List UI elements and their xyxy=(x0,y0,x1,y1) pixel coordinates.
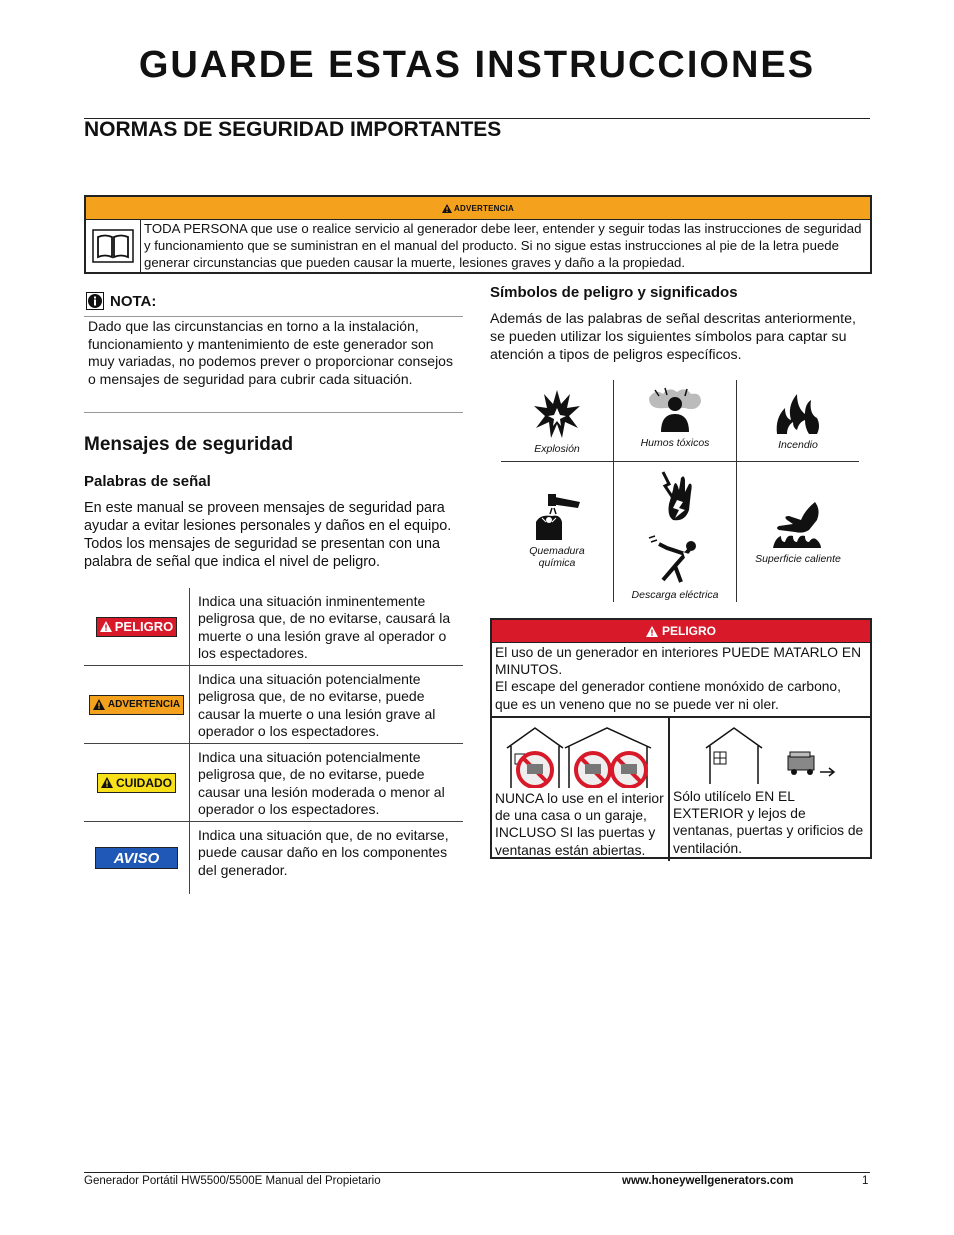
peligro-badge xyxy=(96,617,178,637)
symbol-explosion-label: Explosión xyxy=(534,443,580,455)
advertencia-badge-label: ADVERTENCIA xyxy=(107,699,181,710)
toxic-fumes-icon xyxy=(645,386,705,434)
signal-row-aviso xyxy=(84,822,463,894)
page-number: 1 xyxy=(862,1175,869,1187)
hot-surface-icon xyxy=(771,500,825,550)
chemical-burn-icon xyxy=(530,492,584,542)
aviso-badge: AVISO xyxy=(95,847,179,869)
warning-box-text: TODA PERSONA que use o realice servicio al generador debe leer, entender y seguir todas las instrucciones de seguridad y funcionamiento que se suministran en el manual del producto. Si no sigue estas instrucciones al pie de la letra puede generar circunstancias que pueden causar la muerte, lesiones graves y daño a la propiedad. xyxy=(144,221,862,270)
danger-only-text: Sólo utilícelo EN EL EXTERIOR y lejos de ventanas, puertas y orificios de ventilación. xyxy=(673,789,864,856)
fire-icon xyxy=(773,392,823,436)
hazard-symbols-intro: Además de las palabras de señal descritas anteriormente, se pueden utilizar los siguientes símbolos para captar su atención a tipos de peligros específicos. xyxy=(490,311,856,363)
danger-never-text: NUNCA lo use en el interior de una casa o un garaje, INCLUSO SI las puertas y ventanas están abiertas. xyxy=(495,791,664,858)
danger-intro-line2: El escape del generador contiene monóxido de carbono, que es un veneno que no se puede ver ni oler. xyxy=(495,679,841,712)
warning-box-label: ADVERTENCIA xyxy=(454,203,514,213)
danger-only-column xyxy=(670,718,870,861)
cuidado-description: Indica una situación potencialmente peligrosa que, de no evitarse, puede causar una lesión moderada o menor al operador o los espectadores. xyxy=(198,749,445,818)
hazard-symbols-heading: Símbolos de peligro y significados xyxy=(490,284,738,301)
warning-triangle-icon xyxy=(100,621,112,632)
nota-label: NOTA: xyxy=(110,292,157,310)
warning-triangle-icon xyxy=(646,626,658,637)
warning-box-header xyxy=(86,197,870,220)
symbol-fire xyxy=(737,392,859,451)
grid-divider xyxy=(501,461,859,462)
symbol-toxic-fumes xyxy=(614,386,736,449)
signal-words-table xyxy=(84,588,463,894)
footer-rule xyxy=(84,1172,870,1173)
book-icon xyxy=(92,229,134,263)
nota-rule-top xyxy=(84,316,463,317)
danger-box-label: PELIGRO xyxy=(661,624,716,638)
cuidado-badge xyxy=(97,773,176,793)
danger-never-column xyxy=(492,718,670,861)
info-icon xyxy=(86,292,104,310)
cuidado-badge-label: CUIDADO xyxy=(116,775,172,790)
danger-box xyxy=(490,618,872,859)
symbol-hot-surface-label: Superficie caliente xyxy=(755,553,841,565)
warning-box xyxy=(84,195,872,274)
danger-intro-line1: El uso de un generador en interiores PUEDE MATARLO EN MINUTOS. xyxy=(495,645,862,678)
aviso-description: Indica una situación que, de no evitarse, puede causar daño en los componentes del generador. xyxy=(198,827,449,878)
danger-box-header xyxy=(492,620,870,643)
advertencia-description: Indica una situación potencialmente peligrosa que, de no evitarse, puede causar la muerte o una lesión grave al operador o los espectadores. xyxy=(198,671,436,740)
no-indoor-generator-icon xyxy=(505,726,653,788)
symbol-electric-shock-label: Descarga eléctrica xyxy=(631,589,719,601)
section-title: NORMAS DE SEGURIDAD IMPORTANTES xyxy=(84,118,502,141)
page-title: GUARDE ESTAS INSTRUCCIONES xyxy=(138,44,816,86)
signal-words-heading: Palabras de señal xyxy=(84,473,211,490)
electric-shock-icon xyxy=(645,470,705,586)
symbol-fire-label: Incendio xyxy=(778,439,818,451)
symbol-electric-shock xyxy=(614,470,736,601)
symbol-toxic-fumes-label: Humos tóxicos xyxy=(640,437,710,449)
nota-heading xyxy=(86,292,156,310)
warning-triangle-icon xyxy=(442,204,452,213)
peligro-badge-label: PELIGRO xyxy=(114,619,174,634)
advertencia-label xyxy=(442,204,514,213)
nota-rule-bottom xyxy=(84,412,463,413)
danger-box-intro xyxy=(492,643,870,718)
signal-words-intro: En este manual se proveen mensajes de seguridad para ayudar a evitar lesiones personales y daños en el equipo. Todos los mensajes de seguridad se presentan con una palabra de señal que indica el nivel de peligro. xyxy=(84,500,452,570)
peligro-description: Indica una situación inminentemente peligrosa que, de no evitarse, causará la muerte o una lesión grave al operador o los espectadores. xyxy=(198,593,451,662)
nota-text: Dado que las circunstancias en torno a la instalación, funcionamiento y mantenimiento de este generador son muy variadas, no podemos prever o proporcionar consejos o mensajes de seguridad para cubrir cada situación. xyxy=(88,318,453,387)
symbol-chemical-burn xyxy=(501,492,613,569)
hazard-symbols-grid xyxy=(501,380,869,602)
footer-url[interactable]: www.honeywellgenerators.com xyxy=(622,1175,794,1187)
book-icon-cell xyxy=(86,220,141,272)
outdoor-generator-icon xyxy=(704,726,844,786)
warning-triangle-icon xyxy=(101,777,113,788)
signal-row-advertencia xyxy=(84,666,463,744)
symbol-hot-surface xyxy=(737,500,859,565)
symbol-chemical-burn-label: Quemadura química xyxy=(529,545,585,569)
advertencia-badge xyxy=(89,695,184,715)
safety-messages-heading: Mensajes de seguridad xyxy=(84,434,294,455)
footer-manual-title: Generador Portátil HW5500/5500E Manual del Propietario xyxy=(84,1175,381,1187)
signal-row-peligro xyxy=(84,588,463,666)
signal-row-cuidado xyxy=(84,744,463,822)
explosion-icon xyxy=(532,388,582,440)
symbol-explosion xyxy=(501,388,613,455)
warning-triangle-icon xyxy=(93,699,105,710)
